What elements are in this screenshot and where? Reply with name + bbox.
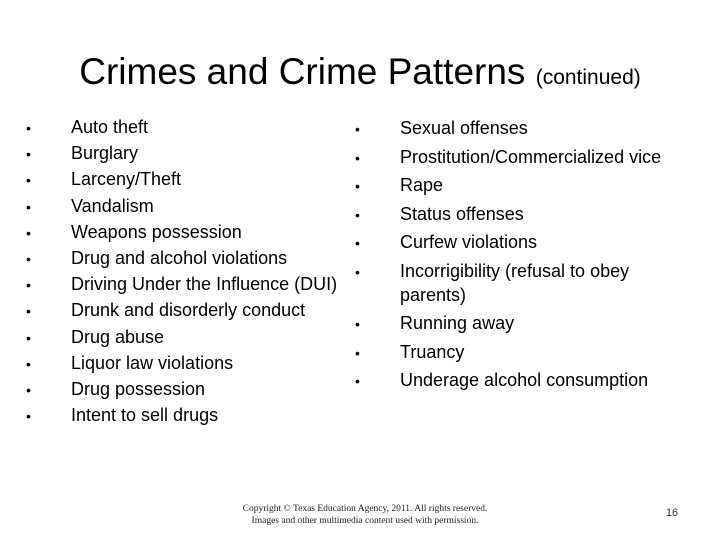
list-item-text: Truancy <box>400 341 465 362</box>
list-item <box>26 403 356 427</box>
bullet-icon: • <box>355 121 360 137</box>
permission-line: Images and other multimedia content used with permission. <box>251 516 479 526</box>
list-item-text: Larceny/Theft <box>71 169 182 190</box>
bullet-icon: • <box>355 316 360 332</box>
list-item <box>355 368 700 392</box>
bullet-icon: • <box>26 198 31 215</box>
list-item-text: Status offenses <box>400 203 524 224</box>
list-item-text: Drunk and disorderly conduct <box>71 300 306 321</box>
list-item-text: Vandalism <box>71 195 154 216</box>
left-bullet-list <box>26 115 356 429</box>
list-item-text: Rape <box>400 175 444 195</box>
list-item <box>355 311 700 335</box>
right-bullet-list <box>355 116 700 397</box>
list-item <box>355 116 700 140</box>
list-item-text: Sexual offenses <box>400 118 528 138</box>
list-item <box>26 298 356 322</box>
list-item-text: Liquor law violations <box>71 352 234 373</box>
bullet-icon: • <box>355 206 360 223</box>
copyright-footer <box>200 503 530 527</box>
list-item <box>26 351 356 375</box>
bullet-icon: • <box>355 373 360 389</box>
list-item-text: Auto theft <box>71 117 149 137</box>
bullet-icon: • <box>355 263 360 280</box>
bullet-icon: • <box>355 344 360 361</box>
list-item <box>26 272 356 296</box>
list-item <box>26 194 356 218</box>
list-item-text: Weapons possession <box>71 221 242 242</box>
list-item-text: Intent to sell drugs <box>71 405 219 426</box>
bullet-icon: • <box>355 149 360 166</box>
list-item <box>26 220 356 244</box>
list-item <box>26 141 356 165</box>
list-item <box>355 230 700 254</box>
slide-title <box>0 42 720 108</box>
list-item-text: Incorrigibility (refusal to obey parents) <box>400 260 630 305</box>
list-item-text: Drug abuse <box>71 326 165 347</box>
bullet-icon: • <box>26 355 31 372</box>
bullet-icon: • <box>355 178 360 194</box>
list-item-text: Burglary <box>71 143 139 164</box>
slide-title-main: Crimes and Crime Patterns <box>79 51 526 92</box>
list-item <box>355 173 700 197</box>
bullet-icon: • <box>26 381 31 398</box>
list-item-text: Curfew violations <box>400 232 538 252</box>
list-item <box>26 115 356 139</box>
list-item-text: Drug possession <box>71 378 206 399</box>
list-item-text: Prostitution/Commercialized vice <box>400 146 662 167</box>
list-item <box>355 202 700 226</box>
bullet-icon: • <box>26 329 31 346</box>
slide-title-suffix: (continued) <box>535 66 641 89</box>
bullet-icon: • <box>26 250 31 267</box>
list-item <box>355 145 700 169</box>
bullet-icon: • <box>26 224 31 241</box>
list-item <box>26 377 356 401</box>
copyright-line: Copyright © Texas Education Agency, 2011. All rights reserved. <box>242 504 488 514</box>
list-item-text: Driving Under the Influence (DUI) <box>71 274 338 295</box>
page-number: 16 <box>665 507 679 519</box>
list-item-text: Drug and alcohol violations <box>71 247 288 268</box>
bullet-icon: • <box>26 303 31 320</box>
list-item-text: Running away <box>400 313 515 333</box>
bullet-icon: • <box>26 120 31 136</box>
bullet-icon: • <box>26 172 31 189</box>
bullet-icon: • <box>355 235 360 251</box>
list-item <box>26 246 356 270</box>
list-item <box>26 167 356 191</box>
bullet-icon: • <box>26 408 31 425</box>
bullet-icon: • <box>26 146 31 163</box>
bullet-icon: • <box>26 277 31 294</box>
list-item <box>355 340 700 364</box>
list-item-text: Underage alcohol consumption <box>400 370 649 390</box>
list-item <box>26 325 356 349</box>
list-item <box>355 259 700 307</box>
